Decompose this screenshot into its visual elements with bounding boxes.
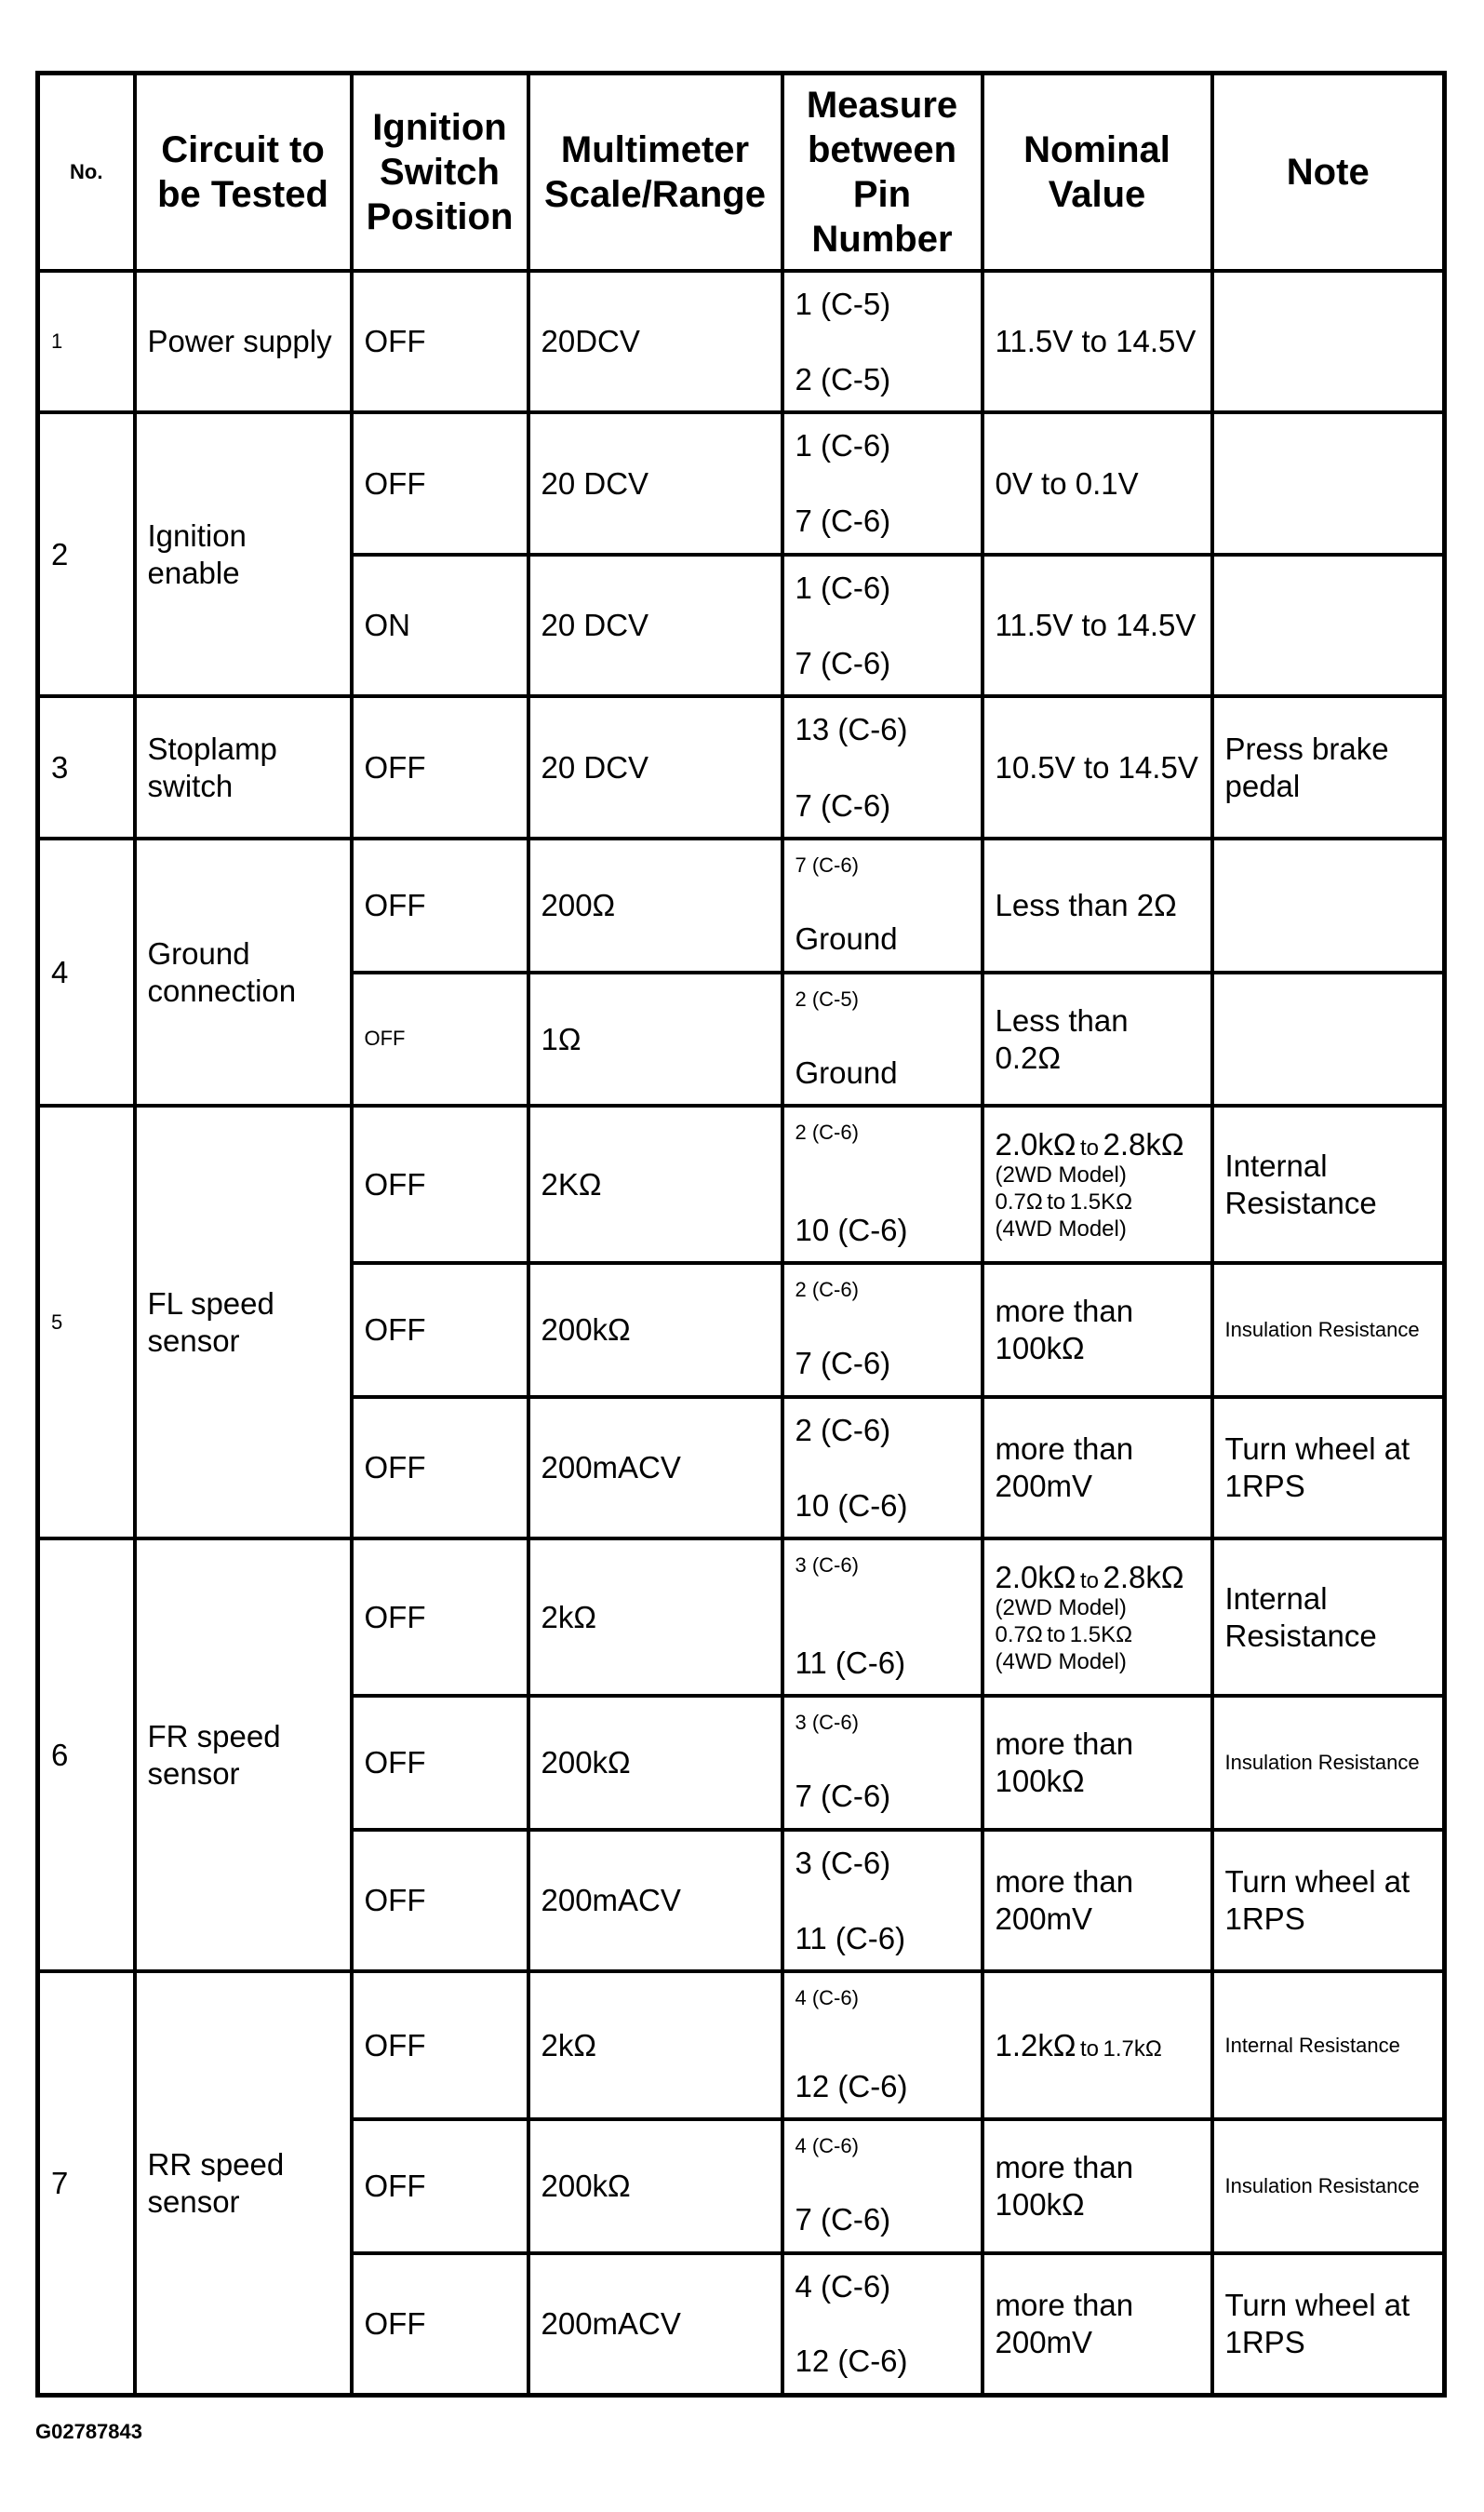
note: Insulation Resistance (1212, 2119, 1445, 2253)
pin-cell (782, 1106, 983, 1263)
circuit-name: Power supply (135, 271, 352, 413)
nominal-min: 1.2kΩ (995, 2027, 1076, 2062)
nominal-model: (4WD Model) (995, 1648, 1127, 1674)
pin-cell (782, 2253, 983, 2396)
pin-b: Ground (795, 1055, 898, 1090)
meter-scale: 2KΩ (528, 1106, 782, 1263)
header-ignition: Ignition Switch Position (352, 74, 528, 271)
meter-scale: 2kΩ (528, 1538, 782, 1696)
header-meter: Multimeter Scale/Range (528, 74, 782, 271)
pin-cell (782, 1263, 983, 1397)
pin-a: 1 (C-5) (795, 286, 891, 321)
header-row (38, 74, 1445, 271)
pin-a: 3 (C-6) (795, 1845, 891, 1880)
nominal-value: Less than 2Ω (983, 839, 1212, 973)
header-nominal: Nominal Value (983, 74, 1212, 271)
note: Internal Resistance (1212, 1538, 1445, 1696)
pin-b: 7 (C-6) (795, 2202, 891, 2237)
nominal-value: Less than 0.2Ω (983, 973, 1212, 1107)
pin-cell (782, 696, 983, 839)
ignition-position: OFF (352, 973, 528, 1107)
nominal-to: to (1080, 2035, 1100, 2062)
pin-cell (782, 839, 983, 973)
meter-scale: 2kΩ (528, 1971, 782, 2119)
note: Turn wheel at 1RPS (1212, 1830, 1445, 1972)
nominal-value (983, 1538, 1212, 1696)
circuit-name: RR speed sensor (135, 1971, 352, 2395)
nominal-value: more than 200mV (983, 2253, 1212, 2396)
nominal-value: 11.5V to 14.5V (983, 555, 1212, 697)
header-note: Note (1212, 74, 1445, 271)
note: Insulation Resistance (1212, 1263, 1445, 1397)
pin-b: Ground (795, 921, 898, 957)
nominal-to: to (1080, 1567, 1100, 1593)
note: Internal Resistance (1212, 1971, 1445, 2119)
ignition-position: OFF (352, 839, 528, 973)
row-no: 3 (38, 696, 135, 839)
nominal-value: 0V to 0.1V (983, 412, 1212, 555)
nominal-value: more than 200mV (983, 1830, 1212, 1972)
nominal-model: (4WD Model) (995, 1216, 1127, 1242)
meter-scale: 20DCV (528, 271, 782, 413)
pin-a: 3 (C-6) (795, 1711, 859, 1735)
nominal-to: to (1047, 1189, 1066, 1216)
meter-scale: 20 DCV (528, 696, 782, 839)
nominal-min: 2.0kΩ (995, 1126, 1076, 1162)
pin-b: 12 (C-6) (795, 2068, 908, 2103)
pin-b: 7 (C-6) (795, 787, 891, 823)
pin-cell (782, 1971, 983, 2119)
ignition-position: OFF (352, 1263, 528, 1397)
ignition-position: OFF (352, 1397, 528, 1539)
pin-b: 7 (C-6) (795, 1346, 891, 1381)
pin-a: 2 (C-6) (795, 1278, 859, 1302)
note: Internal Resistance (1212, 1106, 1445, 1263)
meter-scale: 200kΩ (528, 2119, 782, 2253)
meter-scale: 200mACV (528, 1830, 782, 1972)
pin-cell (782, 1830, 983, 1972)
nominal-value: more than 100kΩ (983, 1696, 1212, 1830)
ignition-position: ON (352, 555, 528, 697)
nominal-value: more than 100kΩ (983, 1263, 1212, 1397)
nominal-min: 2.0kΩ (995, 1559, 1076, 1594)
pin-a: 4 (C-6) (795, 1986, 859, 2010)
ignition-position: OFF (352, 1538, 528, 1696)
header-no: No. (38, 74, 135, 271)
nominal-to: to (1047, 1622, 1066, 1648)
pin-a: 1 (C-6) (795, 428, 891, 463)
table-row (38, 1538, 1445, 1696)
nominal-model: (2WD Model) (995, 1162, 1127, 1189)
ignition-position: OFF (352, 1106, 528, 1263)
pin-cell (782, 1696, 983, 1830)
meter-scale: 20 DCV (528, 412, 782, 555)
pin-cell (782, 1538, 983, 1696)
table-row (38, 696, 1445, 839)
circuit-name: FR speed sensor (135, 1538, 352, 1971)
nominal-value (983, 1106, 1212, 1263)
meter-scale: 20 DCV (528, 555, 782, 697)
pin-a: 4 (C-6) (795, 2268, 891, 2304)
nominal-max: 2.8kΩ (1103, 1126, 1184, 1162)
row-no: 2 (38, 412, 135, 696)
nominal-to: to (1080, 1135, 1100, 1161)
pin-cell (782, 271, 983, 413)
pin-a: 13 (C-6) (795, 712, 908, 747)
row-no: 7 (38, 1971, 135, 2395)
pin-cell (782, 412, 983, 555)
meter-scale: 1Ω (528, 973, 782, 1107)
note (1212, 412, 1445, 555)
pin-a: 2 (C-6) (795, 1121, 859, 1145)
circuit-name: Ignition enable (135, 412, 352, 696)
nominal-value: 11.5V to 14.5V (983, 271, 1212, 413)
note (1212, 555, 1445, 697)
nominal-max: 1.7kΩ (1103, 2035, 1162, 2062)
meter-scale: 200mACV (528, 2253, 782, 2396)
circuit-name: Ground connection (135, 839, 352, 1106)
table-row (38, 1106, 1445, 1263)
header-pins: Measure between Pin Number (782, 74, 983, 271)
ignition-position: OFF (352, 2253, 528, 2396)
pin-a: 3 (C-6) (795, 1553, 859, 1578)
nominal-max: 1.5KΩ (1069, 1622, 1133, 1648)
nominal-min: 0.7Ω (995, 1189, 1043, 1216)
pin-cell (782, 555, 983, 697)
pin-b: 12 (C-6) (795, 2344, 908, 2379)
note: Turn wheel at 1RPS (1212, 1397, 1445, 1539)
pin-a: 2 (C-6) (795, 1412, 891, 1447)
nominal-max: 2.8kΩ (1103, 1559, 1184, 1594)
table-row (38, 271, 1445, 413)
note (1212, 973, 1445, 1107)
pin-a: 4 (C-6) (795, 2134, 859, 2158)
pin-b: 11 (C-6) (795, 1920, 906, 1955)
row-no: 4 (38, 839, 135, 1106)
table-row (38, 412, 1445, 555)
pin-a: 1 (C-6) (795, 570, 891, 605)
pin-b: 10 (C-6) (795, 1487, 908, 1523)
ignition-position: OFF (352, 1830, 528, 1972)
pin-cell (782, 973, 983, 1107)
row-no: 6 (38, 1538, 135, 1971)
pin-cell (782, 2119, 983, 2253)
pin-cell (782, 1397, 983, 1539)
pin-b: 7 (C-6) (795, 504, 891, 539)
table-row (38, 1971, 1445, 2119)
pin-b: 7 (C-6) (795, 645, 891, 680)
circuit-name: Stoplamp switch (135, 696, 352, 839)
ignition-position: OFF (352, 2119, 528, 2253)
nominal-max: 1.5KΩ (1069, 1189, 1133, 1216)
note (1212, 271, 1445, 413)
pin-b: 7 (C-6) (795, 1779, 891, 1814)
note: Press brake pedal (1212, 696, 1445, 839)
figure-id: G02787843 (35, 2420, 142, 2443)
ignition-position: OFF (352, 1971, 528, 2119)
ignition-position: OFF (352, 271, 528, 413)
pin-b: 10 (C-6) (795, 1212, 908, 1247)
meter-scale: 200Ω (528, 839, 782, 973)
ignition-position: OFF (352, 412, 528, 555)
pin-b: 11 (C-6) (795, 1645, 906, 1680)
meter-scale: 200kΩ (528, 1696, 782, 1830)
nominal-model: (2WD Model) (995, 1595, 1127, 1621)
note (1212, 839, 1445, 973)
test-table (35, 71, 1447, 2398)
nominal-value (983, 1971, 1212, 2119)
note: Turn wheel at 1RPS (1212, 2253, 1445, 2396)
nominal-value: 10.5V to 14.5V (983, 696, 1212, 839)
row-no: 1 (38, 271, 135, 413)
nominal-value: more than 100kΩ (983, 2119, 1212, 2253)
pin-a: 2 (C-5) (795, 987, 859, 1011)
ignition-position: OFF (352, 1696, 528, 1830)
nominal-value: more than 200mV (983, 1397, 1212, 1539)
meter-scale: 200kΩ (528, 1263, 782, 1397)
row-no: 5 (38, 1106, 135, 1538)
ignition-position: OFF (352, 696, 528, 839)
circuit-name: FL speed sensor (135, 1106, 352, 1538)
pin-b: 2 (C-5) (795, 361, 891, 396)
table-row (38, 839, 1445, 973)
nominal-min: 0.7Ω (995, 1622, 1043, 1648)
pin-a: 7 (C-6) (795, 853, 859, 878)
meter-scale: 200mACV (528, 1397, 782, 1539)
header-circuit: Circuit to be Tested (135, 74, 352, 271)
note: Insulation Resistance (1212, 1696, 1445, 1830)
